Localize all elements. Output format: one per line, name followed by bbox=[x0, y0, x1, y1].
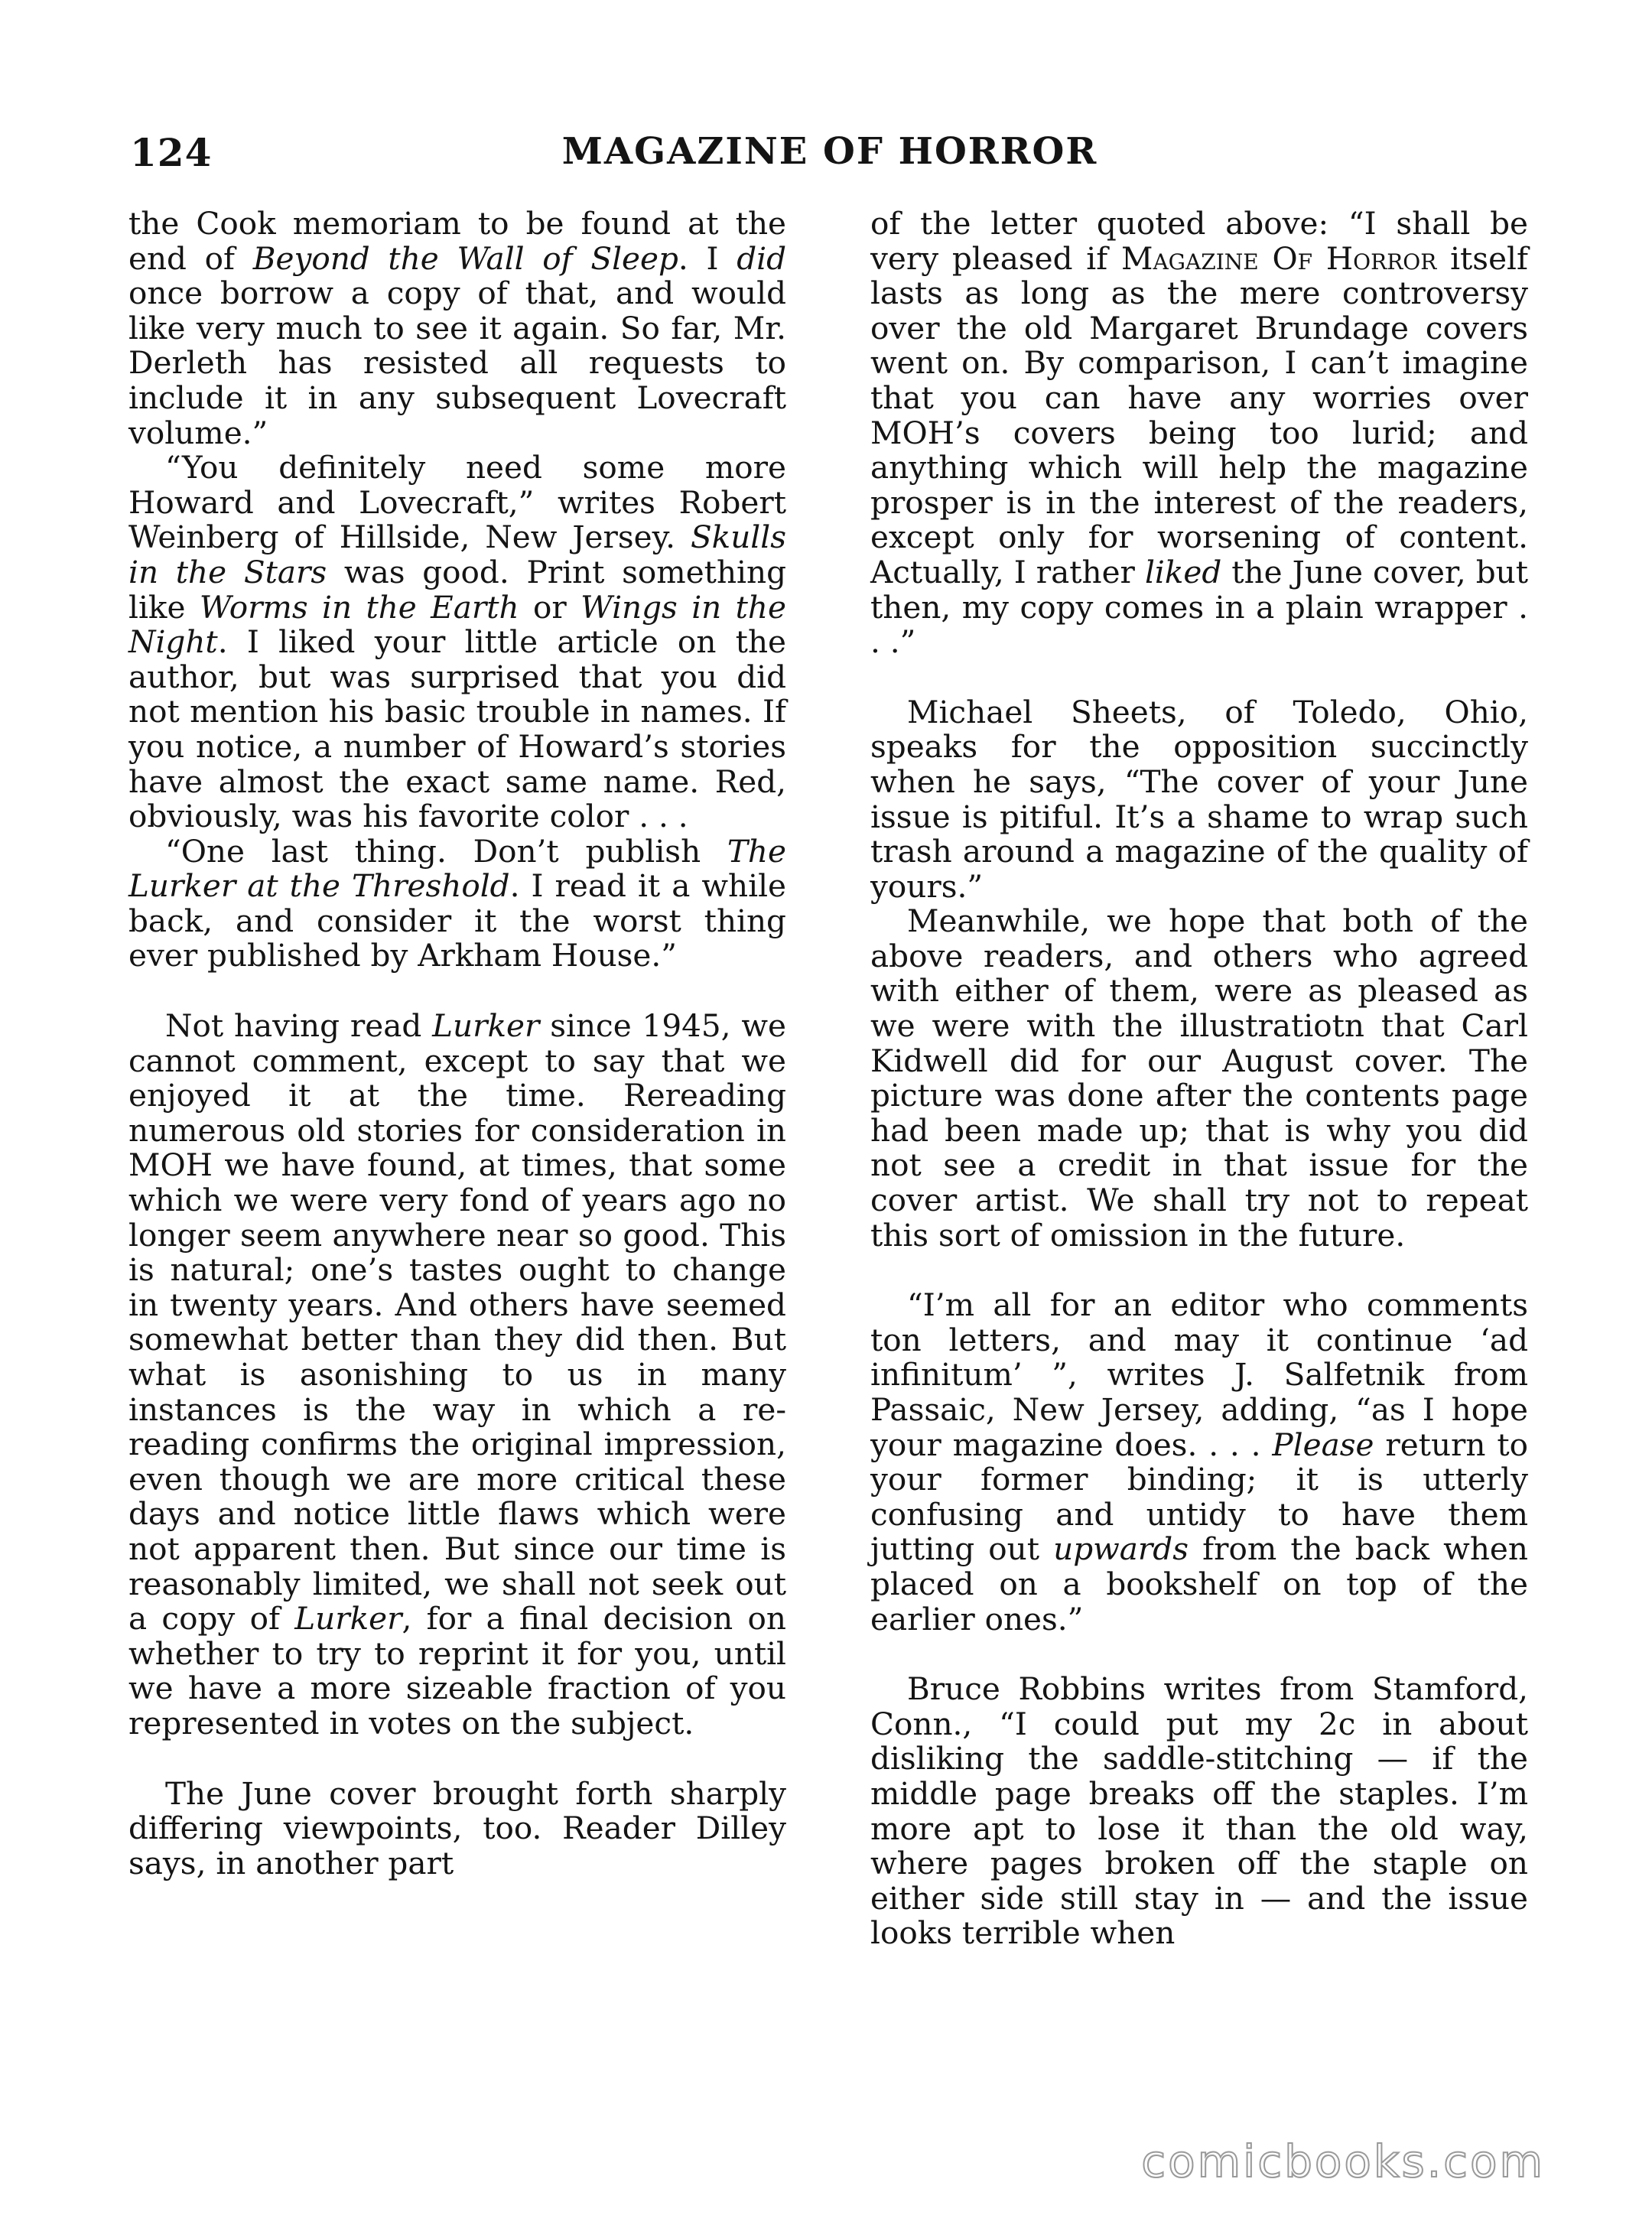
paragraph: of the letter quoted above: “I shall be very pleased if Magazine Of Horror itself lasts as long as the mere controversy over the old Margaret Brundage covers went on. By comparison, I can’t imagine that you can have any worries over MOH’s covers being too lurid; and anything which will help the magazine prosper is in the interest of the readers, except only for worsening of content. Actually, I rather liked the June cover, but then, my copy comes in a plain wrapper . . .” bbox=[870, 205, 1529, 661]
paragraph: the Cook memoriam to be found at the end of Beyond the Wall of Sleep. I did once borrow a copy of that, and would like very much to see it again. So far, Mr. Derleth has resisted all requests to include it in any subsequent Lovecraft volume.” bbox=[128, 205, 786, 451]
page-header bbox=[130, 130, 1530, 184]
paragraph: Not having read Lurker since 1945, we cannot comment, except to say that we enjoyed it at the time. Rereading numerous old stories for consideration in MOH we have found, at times, that some which we were very fond of years ago no longer seem anywhere near so good. This is natural; one’s tastes ought to change in twenty years. And others have seemed somewhat better than they did then. But what is asonishing to us in many instances is the way in which a re-reading confirms the original impression, even though we are more critical these days and notice little flaws which were not apparent then. But since our time is reasonably limited, we shall not seek out a copy of Lurker, for a final decision on whether to try to reprint it for you, until we have a more sizeable fraction of you represented in votes on the subject. bbox=[128, 1007, 786, 1742]
italic-title: Skulls in the Stars bbox=[128, 519, 786, 590]
paragraph: “One last thing. Don’t publish The Lurker at the Threshold. I read it a while back, and consider it the worst thing ever published by Arkham House.” bbox=[128, 832, 786, 974]
italic-emphasis: did bbox=[737, 239, 786, 277]
left-column bbox=[128, 207, 786, 1881]
paragraph: “You definitely need some more Howard and Lovecraft,” writes Robert Weinberg of Hillside, New Jersey. Skulls in the Stars was good. Print something like Worms in the Earth or Wings in the Night. I liked your little article on the author, but was surprised that you did not mention his basic trouble in names. If you notice, a number of Howard’s stories have almost the exact same name. Red, obviously, was his favorite color . . . bbox=[128, 449, 786, 835]
italic-emphasis: Please bbox=[1272, 1426, 1374, 1463]
page-number: 124 bbox=[130, 130, 213, 175]
paragraph: Michael Sheets, of Toledo, Ohio, speaks for the opposition succinctly when he says, “The cover of your June issue is pitiful. It’s a shame to wrap such trash around a magazine of the quality of yours.” bbox=[870, 693, 1528, 905]
italic-title: The Lurker at the Threshold bbox=[128, 832, 786, 905]
paragraph: “I’m all for an editor who comments ton letters, and may it continue ‘ad infinitum’ ”, writes J. Salfetnik from Passaic, New Jersey, adding, “as I hope your magazine does. . . . Please return to your former binding; it is utterly confusing and untidy to have them jutting out upwards from the back when placed on a bookshelf on top of the earlier ones.” bbox=[870, 1286, 1528, 1637]
italic-title: Lurker bbox=[432, 1007, 540, 1045]
paragraph: Meanwhile, we hope that both of the above readers, and others who agreed with either of them, were as pleased as we were with the illustratiotn that Carl Kidwell did for our August cover. The picture was done after the contents page had been made up; that is why you did not see a credit in that issue for the cover artist. We shall try not to repeat this sort of omission in the future. bbox=[870, 902, 1528, 1254]
italic-title: Worms in the Earth bbox=[199, 588, 519, 626]
italic-title: Lurker bbox=[294, 1600, 402, 1637]
small-caps-title: Magazine Of Horror bbox=[1120, 239, 1437, 277]
italic-emphasis: upwards bbox=[1053, 1530, 1189, 1568]
paragraph: The June cover brought forth sharply differing viewpoints, too. Reader Dilley says, in another part bbox=[128, 1774, 786, 1881]
italic-title: Wings in the Night bbox=[128, 588, 786, 661]
running-title: MAGAZINE OF HORROR bbox=[561, 130, 1098, 173]
right-column bbox=[870, 207, 1528, 1951]
paragraph: Bruce Robbins writes from Stamford, Conn., “I could put my 2c in about disliking the saddle-stitching — if the middle page breaks off the staples. I’m more apt to lose it than the old way, where pages broken off the staple on either side still stay in — and the issue looks terrible when bbox=[870, 1670, 1528, 1952]
italic-emphasis: liked bbox=[1144, 553, 1222, 590]
italic-title: Beyond the Wall of Sleep bbox=[252, 239, 678, 277]
watermark: comicbooks.com bbox=[1141, 2135, 1545, 2187]
